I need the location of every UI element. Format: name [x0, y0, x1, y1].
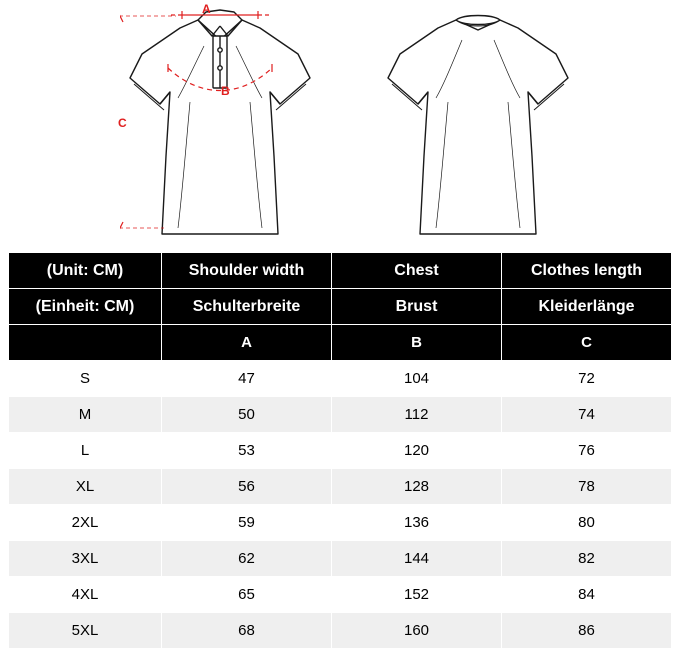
cell-shoulder: 53: [162, 433, 332, 469]
table-row: [9, 397, 672, 433]
table-body: [9, 361, 672, 649]
header-shoulder-de: Schulterbreite: [162, 289, 332, 325]
header-length-de: Kleiderlänge: [502, 289, 672, 325]
cell-shoulder: 56: [162, 469, 332, 505]
cell-chest: 144: [332, 541, 502, 577]
header-letter-c: C: [502, 325, 672, 361]
table-header-row-en: [9, 253, 672, 289]
cell-length: 78: [502, 469, 672, 505]
polo-shirt-front-icon: [120, 6, 320, 246]
header-letter-a: A: [162, 325, 332, 361]
header-unit-en: (Unit: CM): [9, 253, 162, 289]
measure-label-a: A: [202, 2, 211, 16]
table-row: [9, 433, 672, 469]
table-row: [9, 469, 672, 505]
cell-size: L: [9, 433, 162, 469]
header-shoulder-en: Shoulder width: [162, 253, 332, 289]
cell-chest: 104: [332, 361, 502, 397]
cell-shoulder: 50: [162, 397, 332, 433]
header-length-en: Clothes length: [502, 253, 672, 289]
cell-length: 74: [502, 397, 672, 433]
cell-size: 5XL: [9, 613, 162, 649]
cell-length: 76: [502, 433, 672, 469]
cell-length: 72: [502, 361, 672, 397]
cell-shoulder: 59: [162, 505, 332, 541]
cell-shoulder: 65: [162, 577, 332, 613]
cell-size: S: [9, 361, 162, 397]
cell-length: 86: [502, 613, 672, 649]
header-chest-de: Brust: [332, 289, 502, 325]
header-letter-b: B: [332, 325, 502, 361]
measure-label-b: B: [221, 84, 230, 98]
table-row: [9, 361, 672, 397]
cell-size: 2XL: [9, 505, 162, 541]
size-chart-table: [8, 252, 672, 649]
cell-size: 4XL: [9, 577, 162, 613]
cell-chest: 128: [332, 469, 502, 505]
polo-shirt-back-icon: [378, 6, 578, 246]
shirt-illustration-area: [0, 0, 679, 248]
table-header: [9, 253, 672, 361]
table-header-row-letters: [9, 325, 672, 361]
cell-size: 3XL: [9, 541, 162, 577]
measure-label-c: C: [118, 116, 127, 130]
cell-chest: 112: [332, 397, 502, 433]
header-unit-de: (Einheit: CM): [9, 289, 162, 325]
cell-shoulder: 68: [162, 613, 332, 649]
cell-chest: 152: [332, 577, 502, 613]
cell-length: 80: [502, 505, 672, 541]
header-chest-en: Chest: [332, 253, 502, 289]
cell-size: XL: [9, 469, 162, 505]
cell-length: 82: [502, 541, 672, 577]
header-blank: [9, 325, 162, 361]
cell-shoulder: 47: [162, 361, 332, 397]
cell-size: M: [9, 397, 162, 433]
cell-length: 84: [502, 577, 672, 613]
table-row: [9, 505, 672, 541]
cell-chest: 160: [332, 613, 502, 649]
cell-chest: 136: [332, 505, 502, 541]
table-row: [9, 541, 672, 577]
cell-shoulder: 62: [162, 541, 332, 577]
table-header-row-de: [9, 289, 672, 325]
table-row: [9, 577, 672, 613]
cell-chest: 120: [332, 433, 502, 469]
table-row: [9, 613, 672, 649]
